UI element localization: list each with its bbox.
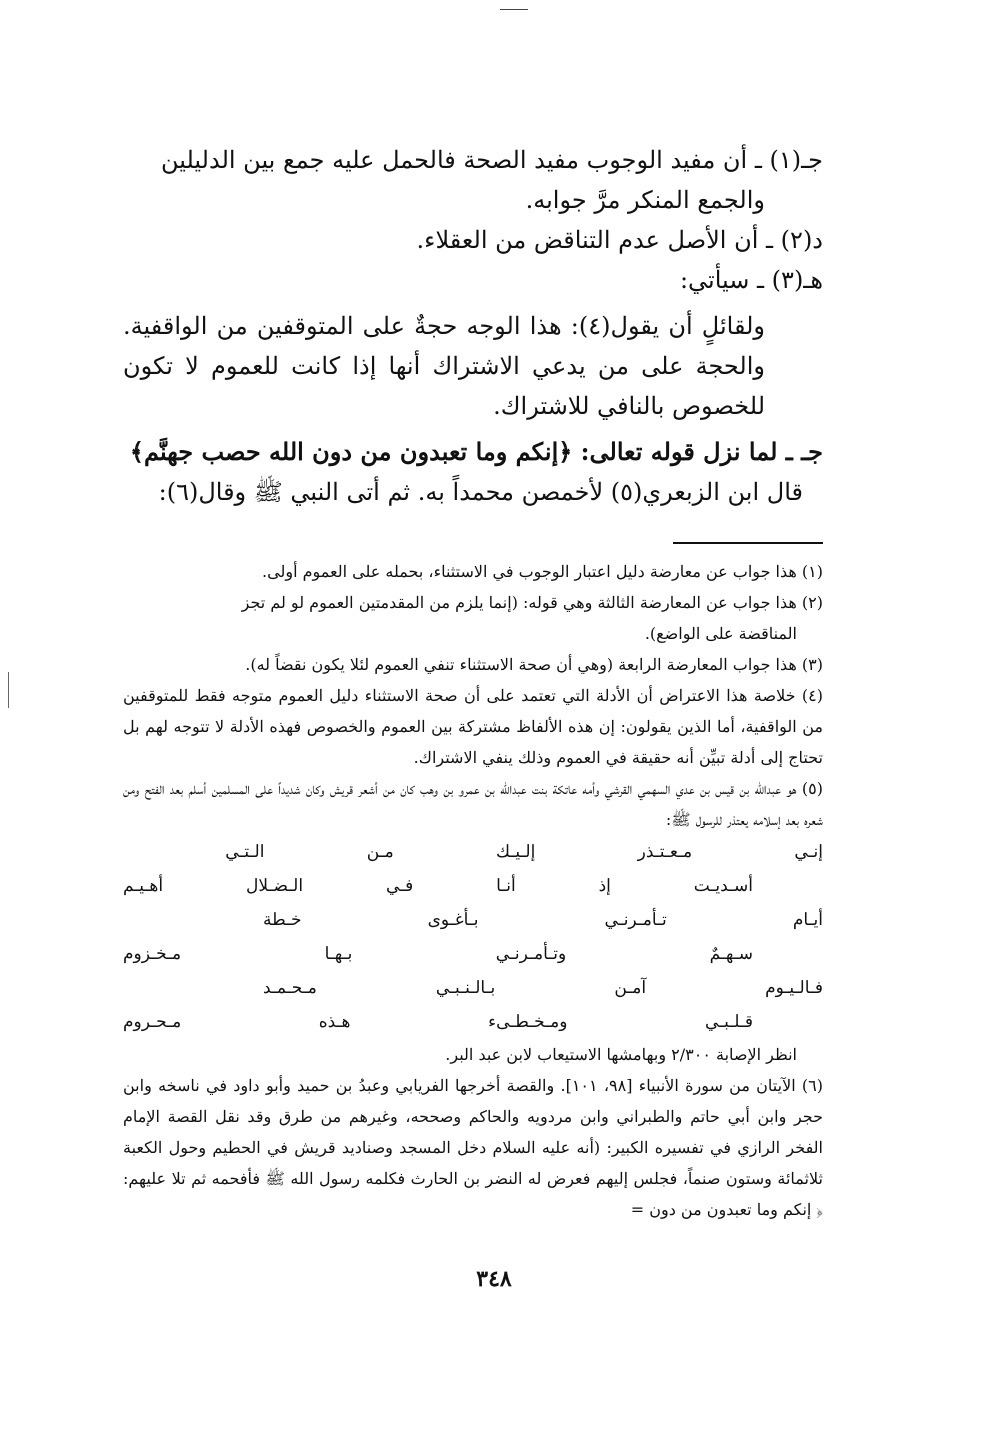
footnote-3: (٣) هذا جواب المعارضة الرابعة (وهي أن صحة الاستثناء تنفي العموم لئلا يكون نقضاً له). (245, 655, 823, 674)
footnote-2: (٢) هذا جواب عن المعارضة الثالثة وهي قوله: (إنما يلزم من المقدمتين العموم لو لم تجز (241, 593, 823, 612)
poem-word: مـن (366, 842, 394, 862)
footnote-5-reference: انظر الإصابة ٢/٣٠٠ وبهامشها الاستيعاب لابن عبد البر. (445, 1045, 797, 1064)
poem-row (123, 835, 823, 869)
poem-row (123, 1005, 823, 1039)
footnote-4: (٤) خلاصة هذا الاعتراض أن الأدلة التي تعتمد على أن صحة الاستثناء دليل العموم متوجه فقط للمتوقفين من الواقفية، أما الذين يقولون: إن هذه الألفاظ مشتركة بين العموم والخصوص فهذه الأدلة لا تتوجه لهم بل تحتاج إلى أدلة تبيِّن أنه حقيقة في العموم وذلك ينفي الاشتراك. (123, 686, 823, 767)
main-text (123, 140, 823, 512)
poem-word: أنـا (496, 876, 516, 896)
poem-word: أيـام (792, 910, 823, 930)
poem-word: أهـيـم (123, 876, 164, 896)
poem-row (123, 903, 823, 937)
poem-word: الـضـلال (245, 876, 304, 896)
poem-word: إلـيـك (496, 842, 536, 862)
main-line-verse: جـ ـ لما نزل قوله تعالى: ﴿إنكم وما تعبدون من دون الله حصب جهنَّم﴾ (129, 437, 823, 466)
main-line-1: جـ(١) ـ أن مفيد الوجوب مفيد الصحة فالحمل عليه جمع بين الدليلين (160, 146, 823, 174)
poem-word: إنـي (794, 842, 823, 862)
poem-word: وتـأمـرنـي (495, 944, 567, 964)
poem-row (123, 869, 823, 903)
poem-row (123, 937, 823, 971)
poem-row (123, 971, 823, 1005)
poem-word: فـالـيـوم (765, 978, 823, 998)
poem-word: مـخـزوم (123, 944, 182, 964)
poem-word: فـي (385, 876, 414, 896)
poem (123, 835, 823, 1039)
main-line-3: د(٢) ـ أن الأصل عدم التناقض من العقلاء. (416, 226, 823, 254)
poem-word: بـأغـوى (427, 910, 479, 930)
side-margin-mark (8, 672, 9, 708)
main-line-4: هـ(٣) ـ سيأتي: (679, 266, 823, 294)
footnote-1: (١) هذا جواب عن معارضة دليل اعتبار الوجوب في الاستثناء، بحمله على العموم أولى. (262, 562, 823, 581)
main-paragraph: ولقائلٍ أن يقول(٤): هذا الوجه حجةٌ على المتوقفين من الواقفية. والحجة على من يدعي الاشتراك أنها إذا كانت للعموم لا تكون للخصوص بالنافي للاشتراك. (123, 312, 766, 420)
poem-word: بـالـنـبـي (435, 978, 496, 998)
poem-word: خـطة (263, 910, 302, 930)
poem-word: مـحـمـد (263, 978, 317, 998)
main-line-last: قال ابن الزبعري(٥) لأخمصن محمداً به. ثم أتى النبي ﷺ وقال(٦): (158, 478, 803, 506)
poem-word: إذ (598, 876, 611, 896)
footnotes (123, 556, 823, 1225)
poem-word: قـلـبـي (705, 1012, 753, 1032)
poem-word: هـذه (318, 1012, 351, 1032)
poem-word: مـعـتـذر (637, 842, 693, 862)
poem-word: سـهـمٌ (709, 944, 753, 964)
poem-word: ومـخـطـىء (488, 1012, 568, 1032)
poem-word: تـأمـرنـي (604, 910, 667, 930)
poem-word: بـهـا (324, 944, 353, 964)
poem-word: مـحـروم (123, 1012, 182, 1032)
footnote-separator (673, 542, 823, 544)
footnote-6: (٦) الآيتان من سورة الأنبياء [٩٨، ١٠١]. والقصة أخرجها الفريابي وعبدُ بن حميد وأبو داود في ناسخه وابن حجر وابن أبي حاتم والطبراني وابن مردويه والحاكم وصححه، وغيرهم من طرق وقد نقل القصة الإمام الفخر الرازي في تفسيره الكبير: (أنه عليه السلام دخل المسجد وصناديد قريش في الحطيم وحول الكعبة ثلاثمائة وستون صنماً، فجلس إليهم فعرض له النضر بن الحارث فكلمه رسول الله ﷺ فأفحمه ثم تلا عليهم: ﴿ إنكم وما تعبدون من دون = (123, 1076, 824, 1219)
poem-word: الـتـي (225, 842, 265, 862)
footnote-2-continued: المناقضة على الواضع). (644, 624, 797, 643)
footnote-5: (٥) هو عبدالله بن قيس بن عدي السهمي القرشي وأمه عاتكة بنت عبدالله بن عمرو بن وهب كان من أشعر قريش وكان شديداً على المسلمين أسلم بعد الفتح ومن شعره بعد إسلامه يعتذر للرسول ﷺ: (123, 779, 823, 829)
top-margin-mark (500, 9, 528, 10)
page-number: ٣٤٨ (476, 1266, 512, 1292)
poem-word: آمـن (614, 978, 647, 998)
main-line-2: والجمع المنكر مرَّ جوابه. (525, 186, 765, 214)
poem-word: أسـديـت (693, 876, 753, 896)
